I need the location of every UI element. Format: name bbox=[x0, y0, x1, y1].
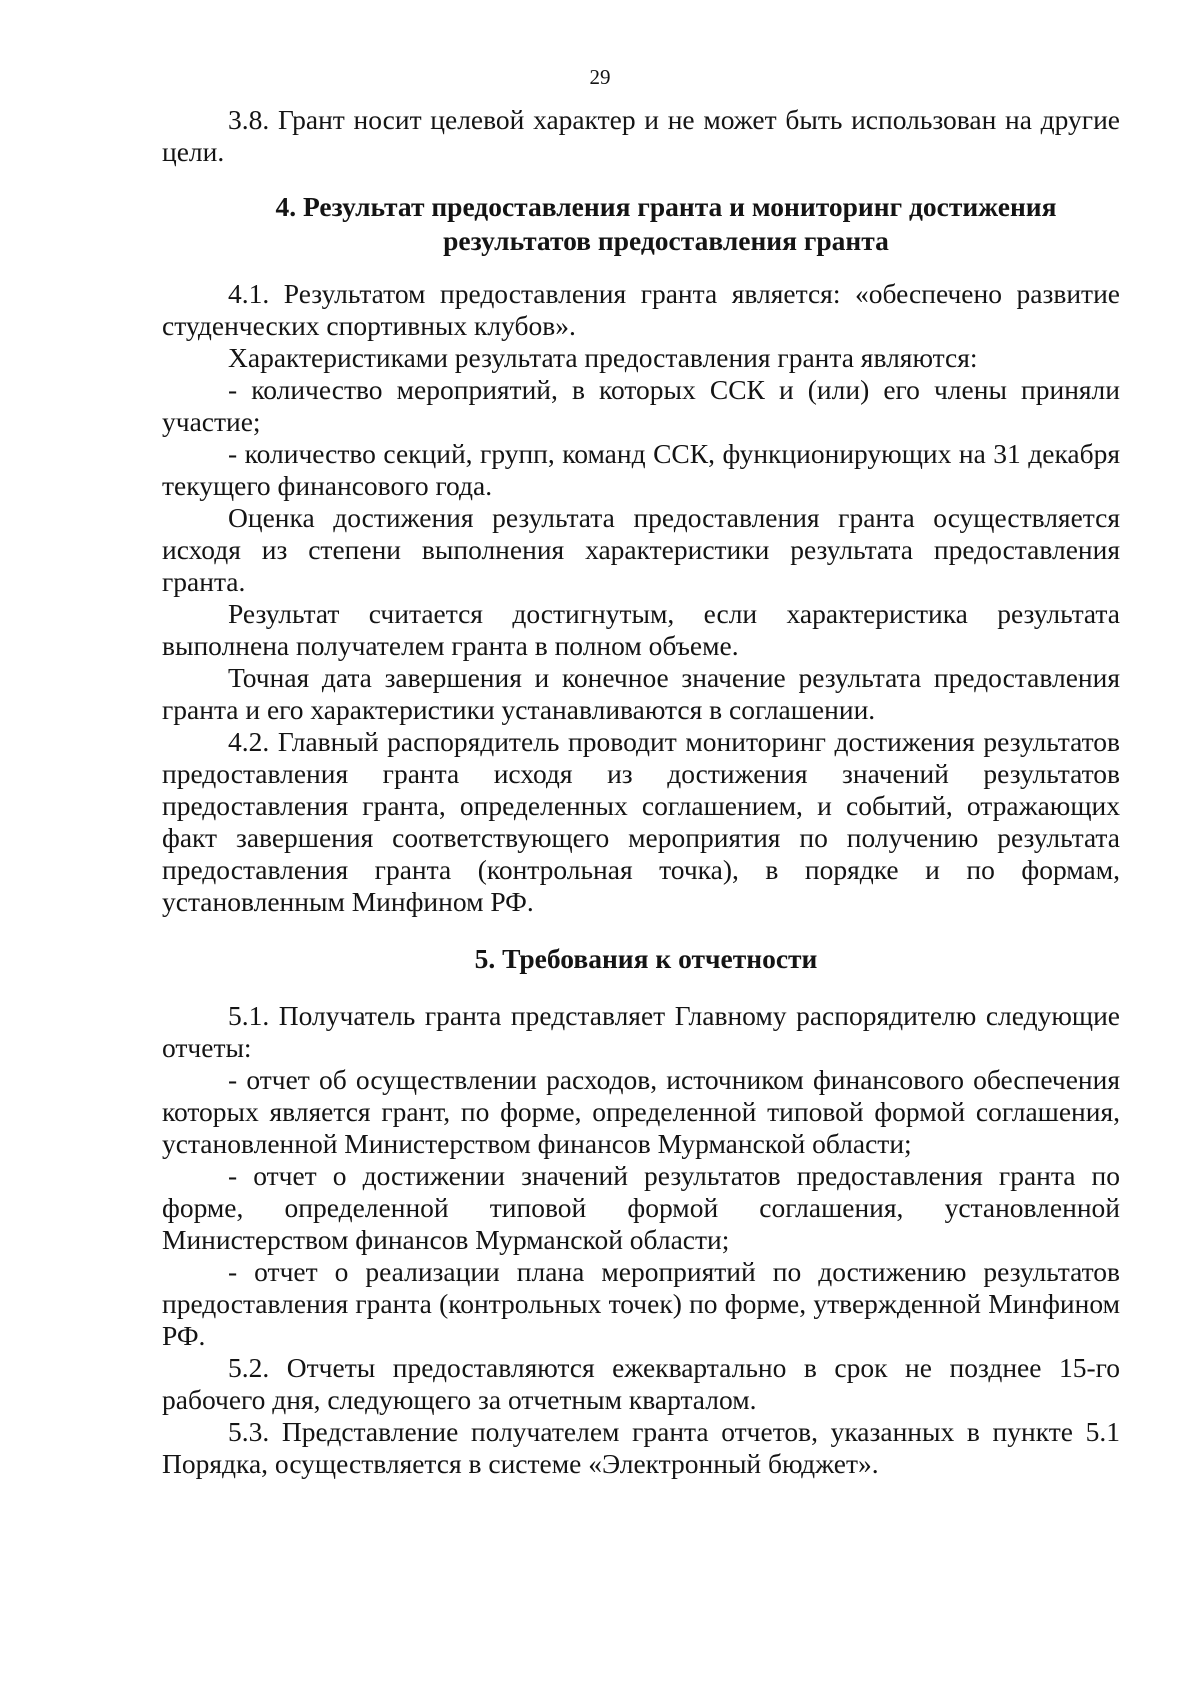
paragraph-3-8: 3.8. Грант носит целевой характер и не может быть использован на другие цели. bbox=[162, 104, 1120, 167]
section-4-heading-line-1: 4. Результат предоставления гранта и мониторинг достижения bbox=[275, 191, 1057, 222]
list-item-plan-report: - отчет о реализации плана мероприятий по достижению результатов предоставления гранта (контрольных точек) по форме, утвержденной Минфином РФ. bbox=[162, 1256, 1120, 1351]
document-body bbox=[162, 104, 1120, 1480]
paragraph-4-2: 4.2. Главный распорядитель проводит мониторинг достижения результатов предоставления гранта исходя из достижения значений результатов предоставления гранта, определенных соглашением, и событий, отражающих факт завершения соответствующего мероприятия по получению результата предоставления гранта (контрольная точка), в порядке и по формам, установленным Минфином РФ. bbox=[162, 726, 1120, 917]
list-item-sections-count: - количество секций, групп, команд ССК, функционирующих на 31 декабря текущего финансового года. bbox=[162, 438, 1120, 501]
section-4-heading-line-2: результатов предоставления гранта bbox=[443, 225, 889, 256]
paragraph-5-1: 5.1. Получатель гранта представляет Главному распорядителю следующие отчеты: bbox=[162, 1000, 1120, 1063]
paragraph-characteristics-intro: Характеристиками результата предоставления гранта являются: bbox=[228, 342, 978, 373]
paragraph-exact-date: Точная дата завершения и конечное значение результата предоставления гранта и его характеристики устанавливаются в соглашении. bbox=[162, 662, 1120, 725]
list-item-expenses-report: - отчет об осуществлении расходов, источником финансового обеспечения которых является грант, по форме, определенной типовой формой соглашения, установленной Министерством финансов Мурманской области; bbox=[162, 1064, 1120, 1159]
paragraph-5-2: 5.2. Отчеты предоставляются ежеквартально в срок не позднее 15-го рабочего дня, следующего за отчетным кварталом. bbox=[162, 1352, 1120, 1415]
paragraph-5-3: 5.3. Представление получателем гранта отчетов, указанных в пункте 5.1 Порядка, осуществляется в системе «Электронный бюджет». bbox=[162, 1416, 1120, 1479]
paragraph-assessment: Оценка достижения результата предоставления гранта осуществляется исходя из степени выполнения характеристики результата предоставления гранта. bbox=[162, 502, 1120, 597]
list-item-results-report: - отчет о достижении значений результатов предоставления гранта по форме, определенной типовой формой соглашения, установленной Министерством финансов Мурманской области; bbox=[162, 1160, 1120, 1255]
list-item-events-count: - количество мероприятий, в которых ССК и (или) его члены приняли участие; bbox=[162, 374, 1120, 437]
paragraph-4-1: 4.1. Результатом предоставления гранта является: «обеспечено развитие студенческих спортивных клубов». bbox=[162, 278, 1120, 341]
section-4-heading bbox=[162, 190, 1120, 258]
paragraph-result-achieved: Результат считается достигнутым, если характеристика результата выполнена получателем гранта в полном объеме. bbox=[162, 598, 1120, 661]
section-5-heading: 5. Требования к отчетности bbox=[474, 943, 818, 974]
page-number: 29 bbox=[589, 65, 611, 89]
